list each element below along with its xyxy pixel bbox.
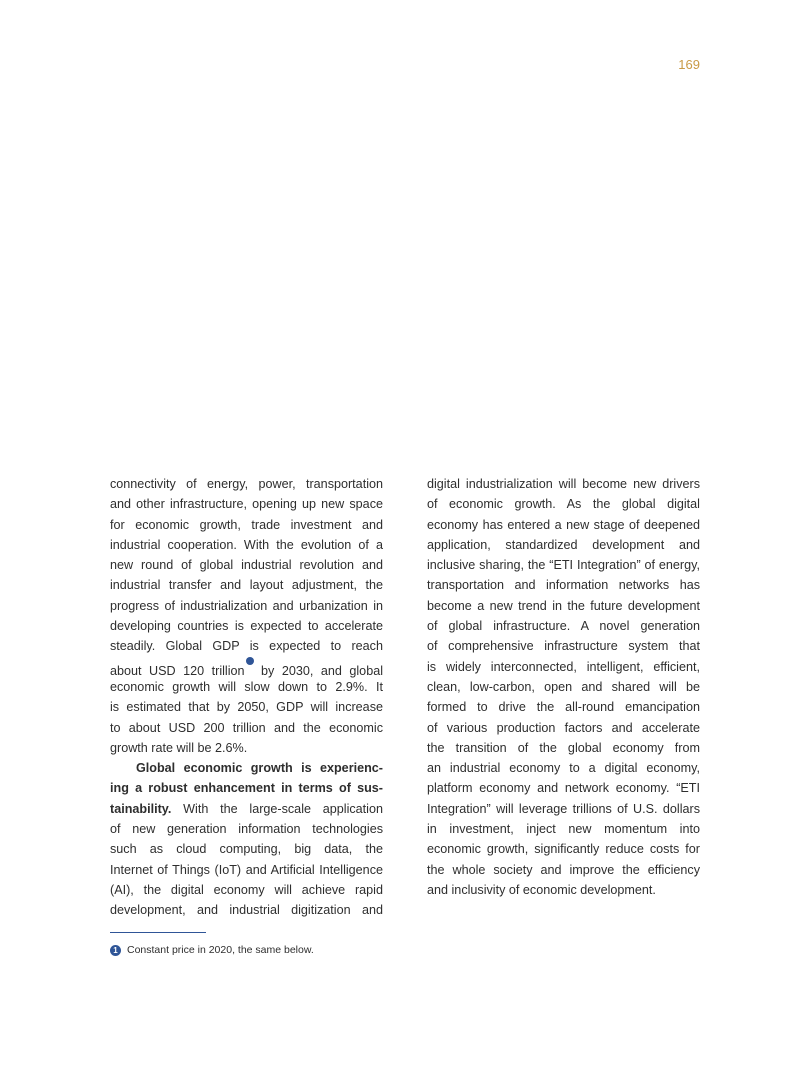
text-line: growth rate will be 2.6%. (110, 740, 248, 755)
text-line: economic growth, significantly reduce costs for (427, 842, 700, 857)
text-segment: by 2030, and global (253, 663, 383, 678)
text-line: of global infrastructure. A novel generation (427, 619, 700, 634)
text-line: of new generation information technologies (110, 822, 383, 837)
right-column (427, 474, 700, 900)
text-line: to about USD 200 trillion and the economic (110, 720, 383, 735)
text-line: of economic growth. As the global digital (427, 497, 700, 512)
text-line: of comprehensive infrastructure system that (427, 639, 700, 654)
text-line: Internet of Things (IoT) and Artificial Intelligence (110, 862, 383, 877)
text-line: platform economy and network economy. “ETI (427, 781, 700, 796)
text-segment: about USD 120 trillion (110, 663, 245, 678)
text-line: connectivity of energy, power, transportation (110, 477, 383, 491)
text-line: become a new trend in the future development (427, 598, 700, 613)
text-line: formed to drive the all-round emancipation (427, 700, 700, 715)
text-line: industrial transfer and layout adjustment, the (110, 578, 383, 593)
text-line (110, 799, 383, 819)
text-line: ing a robust enhancement in terms of sus- (110, 781, 383, 796)
text-line: (AI), the digital economy will achieve rapid (110, 882, 383, 897)
text-line: industrial cooperation. With the evolution of a (110, 537, 383, 552)
footnote-divider (110, 932, 206, 933)
text-line: developing countries is expected to accelerate (110, 619, 383, 634)
footnote-number-icon: 1 (110, 945, 121, 956)
text-line: economy has entered a new stage of deepened (427, 517, 700, 532)
text-line: in investment, inject new momentum into (427, 822, 700, 837)
text-line: the transition of the global economy from (427, 740, 700, 755)
text-line: application, standardized development and (427, 537, 700, 552)
text-line: progress of industrialization and urbanization in (110, 598, 383, 613)
text-line: of various production factors and accelerate (427, 720, 700, 735)
text-line: new round of global industrial revolution and (110, 558, 383, 573)
text-line: digital industrialization will become new drivers (427, 477, 700, 491)
text-line: for economic growth, trade investment and (110, 517, 383, 532)
text-line: economic growth will slow down to 2.9%. It (110, 679, 383, 694)
text-line: is widely interconnected, intelligent, efficient, (427, 659, 700, 674)
text-line: development, and industrial digitization and (110, 903, 383, 918)
text-line: steadily. Global GDP is expected to reach (110, 639, 383, 654)
bold-segment: tainability. (110, 801, 172, 816)
footnote (110, 944, 314, 956)
text-line: an industrial economy to a digital economy, (427, 761, 700, 776)
text-line: transportation and information networks has (427, 578, 700, 593)
footnote-marker-icon[interactable] (246, 657, 254, 665)
text-line: and other infrastructure, opening up new space (110, 497, 383, 512)
footnote-text: Constant price in 2020, the same below. (127, 944, 314, 956)
text-line: Global economic growth is experienc- (136, 761, 383, 776)
page-number: 169 (678, 57, 700, 72)
text-line: and inclusivity of economic development. (427, 882, 656, 897)
text-line: clean, low-carbon, open and shared will be (427, 679, 700, 694)
text-line (110, 657, 383, 677)
text-line: the whole society and improve the efficiency (427, 862, 700, 877)
text-line: Integration” will leverage trillions of U.S. dollars (427, 801, 700, 816)
text-segment: With the large-scale application (171, 801, 383, 816)
text-line: such as cloud computing, big data, the (110, 842, 383, 857)
left-column (110, 474, 383, 921)
text-line: inclusive sharing, the “ETI Integration” of energy, (427, 558, 700, 573)
text-line: is estimated that by 2050, GDP will increase (110, 700, 383, 715)
